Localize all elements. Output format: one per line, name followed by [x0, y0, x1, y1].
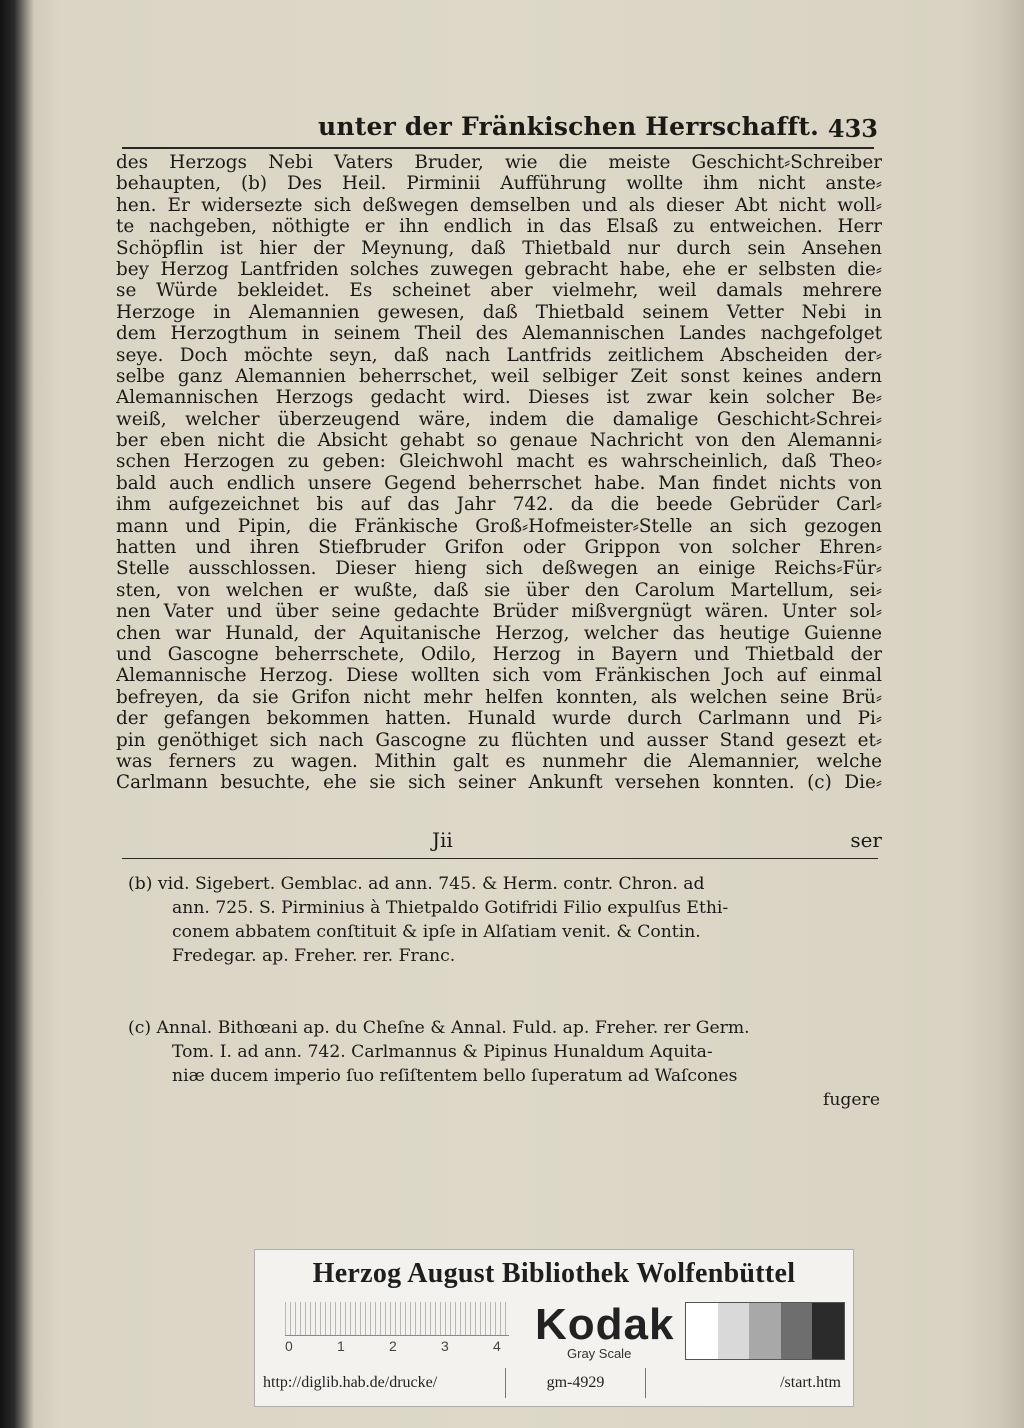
text-line: dem Herzogthum in seinem Theil des Alemannischen Landes nachgefolget	[116, 323, 882, 345]
text-line: der gefangen bekommen hatten. Hunald wurde durch Carlmann und Pi⸗	[116, 708, 882, 730]
footnote-line: fugere	[823, 1090, 880, 1110]
text-line: chen war Hunald, der Aquitanische Herzog, welcher das heutige Guienne	[116, 622, 882, 644]
text-line: seye. Doch möchte seyn, daß nach Lantfrids zeitlichem Abscheiden der⸗	[116, 344, 882, 366]
catchword: ser	[850, 828, 882, 852]
footnote-line: ann. 725. S. Pirminius à Thietpaldo Gotifridi Filio expulſus Ethi-	[172, 898, 729, 918]
start-page-link: /start.htm	[645, 1368, 853, 1398]
text-line: mann und Pipin, die Fränkische Groß⸗Hofmeister⸗Stelle an sich gezogen	[116, 515, 882, 537]
text-line: Alemannischen Herzogs gedacht wird. Dieses ist zwar kein solcher Be⸗	[116, 387, 882, 409]
footnote-b	[128, 872, 880, 968]
gray-scale-label: Gray Scale	[567, 1346, 632, 1361]
kodak-logo: Kodak	[535, 1300, 675, 1349]
gray-patch	[686, 1303, 718, 1359]
footnote-line: (b) vid. Sigebert. Gemblac. ad ann. 745. & Herm. contr. Chron. ad	[128, 874, 705, 894]
text-line: selbe ganz Alemannien beherrschet, weil selbiger Zeit sonst keines andern	[116, 365, 882, 387]
footnote-line: niæ ducem imperio ſuo reſiſtentem bello ſuperatum ad Waſcones	[172, 1066, 738, 1086]
gray-scale-patches	[685, 1302, 845, 1360]
digital-library-url: http://diglib.hab.de/drucke/	[263, 1374, 438, 1391]
text-line: schen Herzogen zu geben: Gleichwohl macht es wahrscheinlich, daß Theo⸗	[116, 451, 882, 473]
header-rule	[122, 147, 874, 149]
gray-patch	[812, 1303, 844, 1359]
ruler-number: 1	[337, 1338, 345, 1354]
text-line: was ferners zu wagen. Mithin galt es nunmehr die Alemannier, welche	[116, 750, 882, 772]
text-line: nen Vater und über seine gedachte Brüder mißvergnügt wären. Unter sol⸗	[116, 601, 882, 623]
ruler-number: 2	[389, 1338, 397, 1354]
footnote-line: Tom. I. ad ann. 742. Carlmannus & Pipinus Hunaldum Aquita-	[172, 1042, 713, 1062]
text-line: und Gascogne beherrschete, Odilo, Herzog in Bayern und Thietbald der	[116, 643, 882, 665]
text-line: Carlmann besuchte, ehe sie sich seiner Ankunft versehen konnten. (c) Die⸗	[116, 772, 882, 794]
page-number: 433	[827, 114, 878, 143]
text-line: bald auch endlich unsere Gegend beherrschet habe. Man findet nichts von	[116, 472, 882, 494]
library-name: Herzog August Bibliothek Wolfenbüttel	[312, 1258, 796, 1289]
text-line: weiß, welcher überzeugend wäre, indem die damalige Geschicht⸗Schrei⸗	[116, 408, 882, 430]
text-line: Alemannische Herzog. Diese wollten sich vom Fränkischen Joch auf einmal	[116, 665, 882, 687]
text-line: sten, von welchen er wußte, daß sie über den Carolum Martellum, sei⸗	[116, 579, 882, 601]
running-title: unter der Fränkischen Herrschafft.	[318, 112, 819, 141]
ruler-scale	[285, 1302, 509, 1336]
text-line: hen. Er widersezte sich deßwegen demselben und als dieser Abt nicht woll⸗	[116, 194, 882, 216]
library-banner	[254, 1249, 854, 1407]
footnote-line: (c) Annal. Bithœani ap. du Cheſne & Annal. Fuld. ap. Freher. rer Germ.	[128, 1018, 750, 1038]
gray-patch	[749, 1303, 781, 1359]
gray-patch	[718, 1303, 750, 1359]
text-line: befreyen, da sie Grifon nicht mehr helfen konnten, als welchen seine Brü⸗	[116, 686, 882, 708]
ruler-number: 0	[285, 1338, 293, 1354]
ruler-number: 3	[441, 1338, 449, 1354]
text-line: pin genöthiget sich nach Gascogne zu flüchten und ausser Stand gesezt et⸗	[116, 729, 882, 751]
footnote-c	[128, 1016, 880, 1112]
book-page	[30, 0, 1024, 1428]
ruler-number: 4	[493, 1338, 501, 1354]
signature-mark: Jii	[432, 828, 453, 852]
text-line: ber eben nicht die Absicht gehabt so genaue Nachricht von den Alemanni⸗	[116, 430, 882, 452]
text-line: ihm aufgezeichnet bis auf das Jahr 742. da die beede Gebrüder Carl⸗	[116, 494, 882, 516]
text-line: se Würde bekleidet. Es scheinet aber vielmehr, weil damals mehrere	[116, 280, 882, 302]
main-text	[116, 152, 882, 794]
text-line: bey Herzog Lantfriden solches zuwegen gebracht habe, ehe er selbsten die⸗	[116, 258, 882, 280]
text-line: Stelle ausschlossen. Dieser hieng sich deßwegen an einige Reichs⸗Für⸗	[116, 558, 882, 580]
text-line: behaupten, (b) Des Heil. Pirminii Aufführung wollte ihm nicht anste⸗	[116, 173, 882, 195]
footnote-line: conem abbatem conſtituit & ipſe in Alſatiam venit. & Contin.	[172, 922, 701, 942]
text-line: hatten und ihren Stiefbruder Grifon oder Grippon von solcher Ehren⸗	[116, 537, 882, 559]
catchword-row	[116, 828, 882, 858]
text-line: te nachgeben, nöthigte er ihn endlich in das Elsaß zu entweichen. Herr	[116, 216, 882, 238]
footnote-line: Fredegar. ap. Freher. rer. Franc.	[172, 946, 456, 966]
shelfmark: gm-4929	[505, 1368, 645, 1398]
gray-patch	[781, 1303, 813, 1359]
text-line: des Herzogs Nebi Vaters Bruder, wie die meiste Geschicht⸗Schreiber	[116, 152, 882, 173]
footnote-rule	[122, 858, 878, 859]
ruler-numbers	[281, 1338, 521, 1358]
running-head	[118, 108, 878, 148]
text-line: Schöpflin ist hier der Meynung, daß Thietbald nur durch sein Ansehen	[116, 237, 882, 259]
text-line: Herzoge in Alemannien gewesen, daß Thietbald seinem Vetter Nebi in	[116, 301, 882, 323]
